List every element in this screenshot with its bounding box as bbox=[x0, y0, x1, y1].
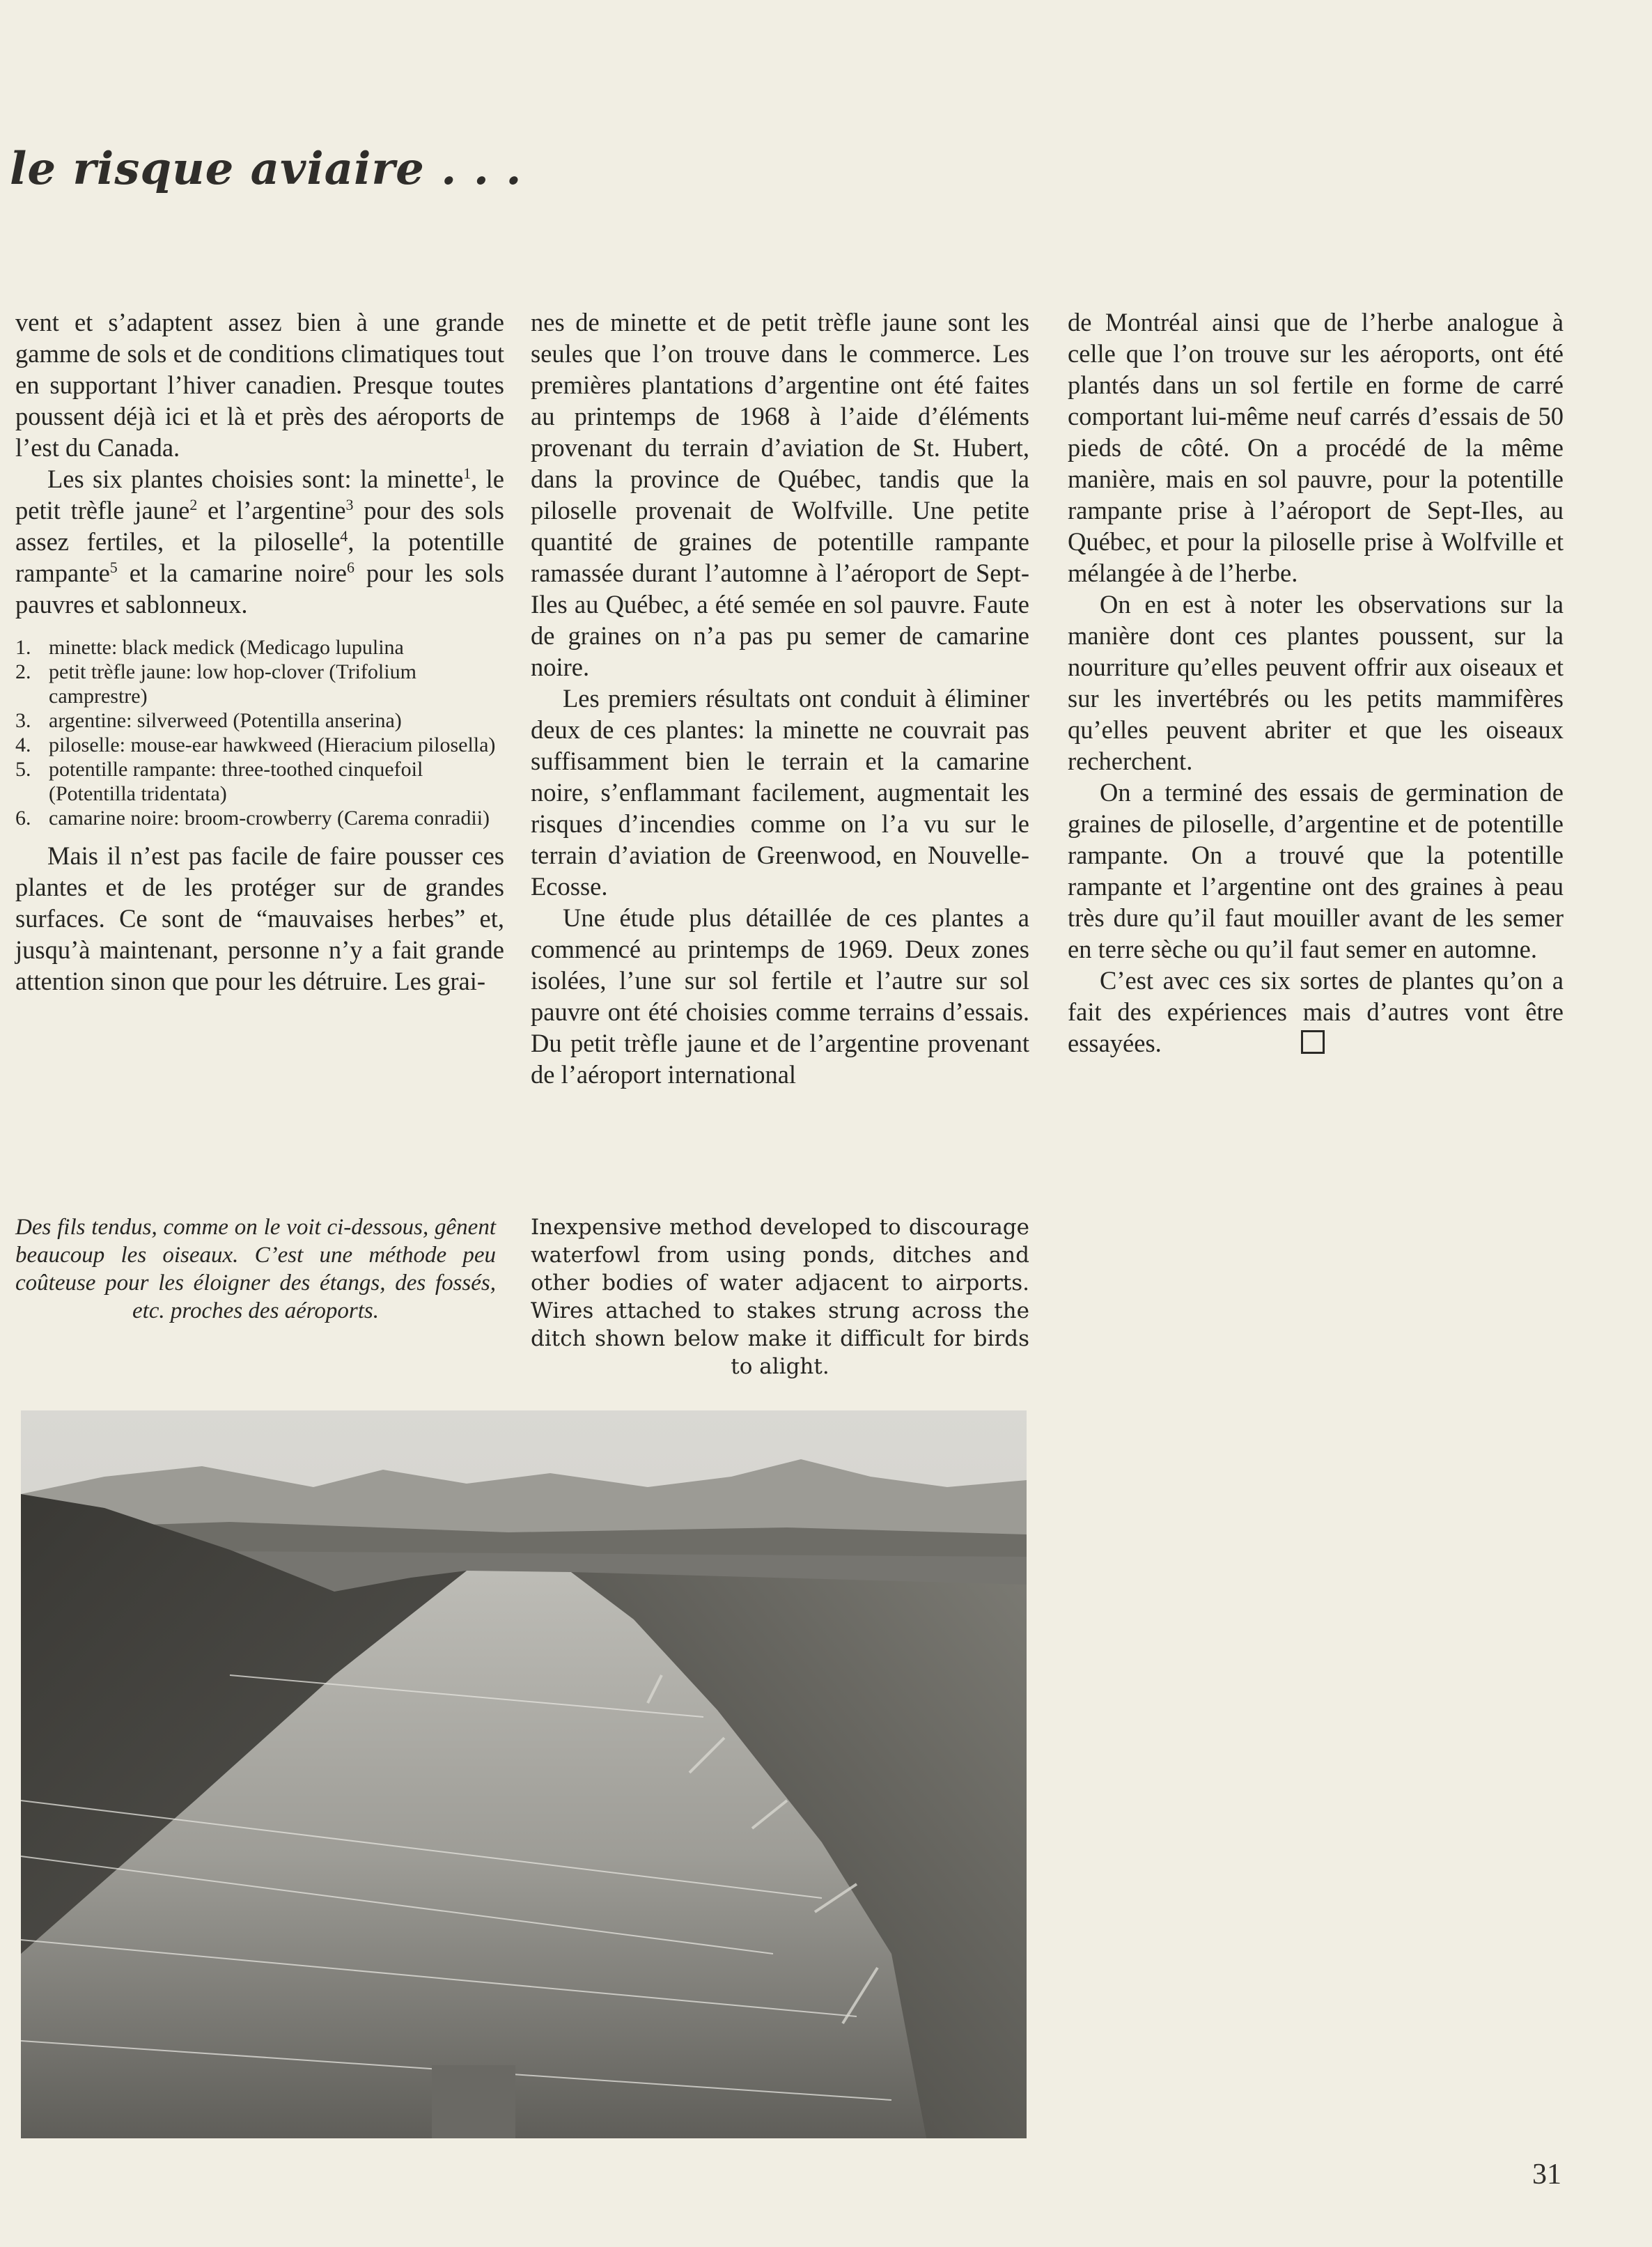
footnote-text: petit trèfle jaune: low hop-clover (Trifolium camprestre) bbox=[49, 660, 416, 708]
footnote-list bbox=[15, 635, 504, 830]
page-number: 31 bbox=[1532, 2159, 1561, 2191]
paragraph: Les premiers résultats ont conduit à éliminer deux de ces plantes: la minette ne couvrait pas suffisamment bien le terrain et la camarine noire, s’enflammant facilement, augmentait les risques d’incendies comme on l’a vu sur le terrain d’aviation de Greenwood, en Nouvelle-Ecosse. bbox=[531, 684, 1029, 901]
text-span: , le petit trèfle jaune bbox=[15, 465, 504, 524]
footnote-text: potentille rampante: three-toothed cinquefoil (Potentilla tridentata) bbox=[49, 758, 423, 805]
footnote-ref: 4 bbox=[340, 527, 348, 545]
text-column-3 bbox=[1068, 306, 1564, 1059]
photo-caption-english: Inexpensive method developed to discourage waterfowl from using ponds, ditches and other bodies of water adjacent to airports. Wires attached to stakes strung across the ditch shown below make it difficult for birds to alight. bbox=[531, 1215, 1029, 1379]
paragraph: On a terminé des essais de germination de graines de piloselle, d’argentine et de potentille rampante. On a trouvé que la potentille rampante et l’argentine ont des graines à peau très dure qu’il faut mouiller avant de les semer en terre sèche ou qu’il faut semer en automne. bbox=[1068, 778, 1564, 963]
paragraph: On en est à noter les observations sur la manière dont ces plantes poussent, sur la nourriture qu’elles peuvent offrir aux oiseaux et sur les invertébrés ou les petits mammifères qu’elles peuvent abriter et que les oiseaux recherchent. bbox=[1068, 590, 1564, 775]
paragraph: nes de minette et de petit trèfle jaune sont les seules que l’on trouve dans le commerce. Les premières plantations d’argentine ont été faites au printemps de 1968 à l’aide d’éléments provenant du terrain d’aviation de St. Hubert, dans la province de Québec, tandis que la piloselle provenait de Wolfville. Une petite quantité de graines de potentille rampante ramassée durant l’automne à l’aéroport de Sept-Iles au Québec, a été semée en sol pauvre. Faute de graines on n’a pas pu semer de camarine noire. bbox=[531, 308, 1029, 681]
footnote-number: 4. bbox=[15, 733, 31, 756]
footnote-ref: 2 bbox=[189, 495, 198, 513]
footnote-item bbox=[15, 660, 504, 708]
text-column-2 bbox=[531, 306, 1029, 1090]
footnote-text: argentine: silverweed (Potentilla anserina) bbox=[49, 709, 402, 732]
text-span: C’est avec ces six sortes de plantes qu’on a fait des expériences mais d’autres vont être essayées. bbox=[1068, 966, 1564, 1057]
footnote-number: 1. bbox=[15, 636, 31, 659]
paragraph: de Montréal ainsi que de l’herbe analogue à celle que l’on trouve sur les aéroports, ont été plantés dans un sol fertile en forme de carré comportant lui-même neuf carrés d’essais de 50 pieds de côté. On a procédé de la même manière, mais en sol pauvre, pour la potentille rampante prise à l’aéroport de Sept-Iles, au Québec, et pour la piloselle prise à Wolfville et mélangée à de l’herbe. bbox=[1068, 308, 1564, 587]
paragraph: Mais il n’est pas facile de faire pousser ces plantes et de les protéger sur de grandes surfaces. Ce sont de “mauvaises herbes” et, jusqu’à maintenant, personne n’y a fait grande attention sinon que pour les détruire. Les grai- bbox=[15, 841, 504, 995]
text-span: Les six plantes choisies sont: la minette bbox=[47, 465, 464, 493]
paragraph: Une étude plus détaillée de ces plantes a commencé au printemps de 1969. Deux zones isolées, l’une sur sol fertile et l’autre sur sol pauvre ont été choisies comme terrains d’essais. Du petit trèfle jaune et de l’argentine provenant de l’aéroport international bbox=[531, 903, 1029, 1089]
paragraph bbox=[1068, 965, 1564, 1059]
footnote-number: 5. bbox=[15, 758, 31, 781]
text-span: et la camarine noire bbox=[117, 559, 347, 587]
text-span: pour les sols pauvres et sablonneux. bbox=[15, 559, 504, 619]
end-of-article-icon bbox=[1301, 1030, 1325, 1054]
text-span: et l’argentine bbox=[197, 496, 346, 524]
footnote-ref: 3 bbox=[345, 495, 354, 513]
footnote-item bbox=[15, 757, 504, 806]
footnote-text: piloselle: mouse-ear hawkweed (Hieracium pilosella) bbox=[49, 733, 496, 756]
ditch-photograph bbox=[21, 1410, 1027, 2138]
footnote-number: 6. bbox=[15, 807, 31, 830]
footnote-ref: 1 bbox=[463, 464, 472, 482]
paragraph bbox=[15, 463, 504, 620]
text-span: , la potentille rampante bbox=[15, 527, 504, 587]
text-span: pour des sols assez fertiles, et la piloselle bbox=[15, 496, 505, 556]
footnote-ref: 6 bbox=[346, 558, 354, 576]
footnote-text: minette: black medick (Medicago lupulina bbox=[49, 636, 404, 659]
ditch-photo-illustration bbox=[21, 1410, 1027, 2138]
section-title: le risque aviaire . . . bbox=[10, 143, 522, 195]
footnote-number: 3. bbox=[15, 709, 31, 732]
footnote-item bbox=[15, 708, 504, 733]
footnote-item bbox=[15, 806, 504, 830]
footnote-item bbox=[15, 733, 504, 757]
footnote-ref: 5 bbox=[109, 558, 118, 576]
photo-caption-french: Des fils tendus, comme on le voit ci-dessous, gênent beaucoup les oiseaux. C’est une méthode peu coûteuse pour les éloigner des étangs, des fossés, etc. proches des aéroports. bbox=[15, 1215, 496, 1323]
text-column-1 bbox=[15, 306, 504, 997]
footnote-text: camarine noire: broom-crowberry (Carema conradii) bbox=[49, 807, 490, 830]
paragraph: vent et s’adaptent assez bien à une grande gamme de sols et de conditions climatiques tout en supportant l’hiver canadien. Presque toutes poussent déjà ici et là et près des aéroports de l’est du Canada. bbox=[15, 308, 504, 462]
footnote-item bbox=[15, 635, 504, 660]
footnote-number: 2. bbox=[15, 660, 31, 683]
